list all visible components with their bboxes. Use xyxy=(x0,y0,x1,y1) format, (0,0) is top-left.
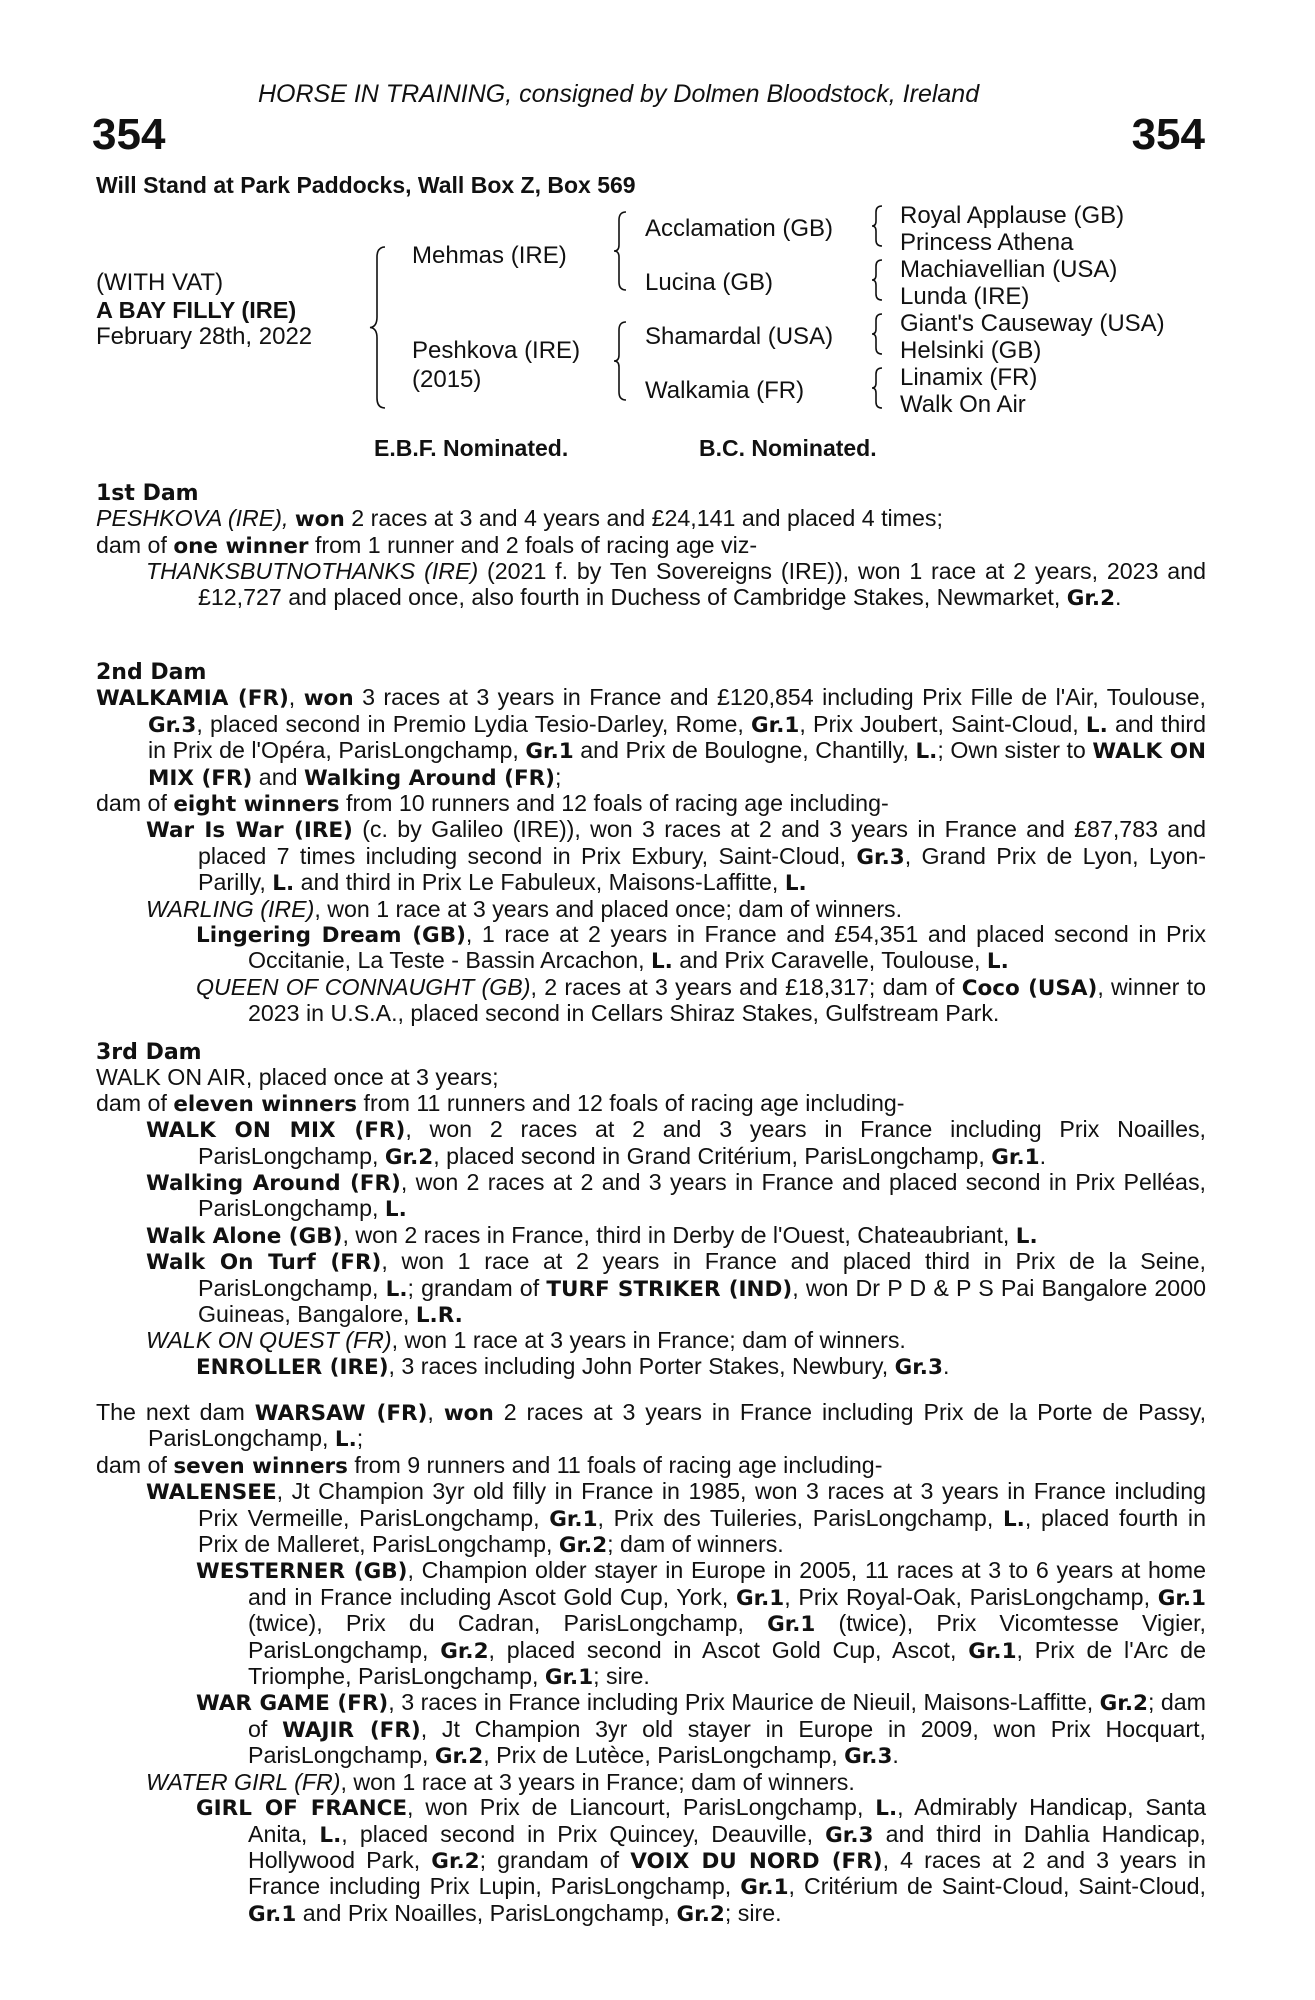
winner-count: eleven winners xyxy=(173,1091,358,1117)
text: from 1 runner and 2 foals of racing age viz- xyxy=(308,531,758,558)
text: , Critérium de Saint-Cloud, Saint-Cloud, xyxy=(788,1873,1206,1900)
text: , Prix des Tuileries, ParisLongchamp, xyxy=(597,1504,1003,1531)
text: . xyxy=(1039,1142,1047,1169)
text: from 10 runners and 12 foals of racing age including- xyxy=(339,790,889,817)
foaling-date: February 28th, 2022 xyxy=(96,323,313,350)
text: , 2 races at 3 years and £18,317; dam of xyxy=(530,973,962,1000)
text: and third in Prix de l'Opéra, ParisLongchamp, xyxy=(148,710,1206,764)
text: and third in Prix Le Fabuleux, Maisons-Laffitte, xyxy=(294,869,785,896)
grade: L. xyxy=(272,871,295,897)
grade: L. xyxy=(1015,1223,1038,1249)
grand-progeny-entry xyxy=(96,1354,1206,1380)
ss-sire: Royal Applause (GB) xyxy=(900,202,1125,229)
progeny-name: War Is War (IRE) xyxy=(146,818,353,844)
grade: Gr.1 xyxy=(991,1144,1040,1170)
text: from 9 runners and 11 foals of racing age including- xyxy=(347,1451,883,1478)
text: , won 2 races at 2 and 3 years in France and placed second in Prix Pelléas, ParisLongchamp, xyxy=(198,1169,1206,1222)
text: , Prix de l'Arc de Triomphe, ParisLongchamp, xyxy=(248,1636,1206,1690)
grade: L.R. xyxy=(415,1303,463,1329)
vat-note: (WITH VAT) xyxy=(96,269,224,296)
sire-dam: Lucina (GB) xyxy=(645,269,774,296)
text: ; dam of winners. xyxy=(607,1531,784,1558)
text: . xyxy=(942,1352,950,1379)
grade: Gr.1 xyxy=(735,1585,785,1611)
progeny-name: Lingering Dream (GB) xyxy=(196,923,466,949)
text: , placed fourth in Prix de Malleret, ParisLongchamp, xyxy=(198,1504,1206,1558)
dam-record: 2 races at 3 and 4 years and £24,141 and placed 4 times; xyxy=(344,505,943,532)
first-dam-section xyxy=(96,481,1206,611)
grade: L. xyxy=(784,871,807,897)
text: , Jt Champion 3yr old stayer in Europe in 2009, won Prix Hocquart, ParisLongchamp, xyxy=(248,1715,1206,1769)
progeny-name: THANKSBUTNOTHANKS (IRE) xyxy=(146,558,479,585)
fourth-dam-section xyxy=(96,1400,1206,1927)
text: , 3 races including John Porter Stakes, Newbury, xyxy=(388,1352,895,1379)
text: , placed second in Premio Lydia Tesio-Darley, Rome, xyxy=(196,710,752,737)
text: ; sire. xyxy=(593,1663,650,1690)
text: , placed second in Grand Critérium, ParisLongchamp, xyxy=(433,1142,992,1169)
grade: Gr.3 xyxy=(856,844,905,870)
text: , winner to 2023 in U.S.A., placed second in Cellars Shiraz Stakes, Gulfstream Park. xyxy=(248,973,1206,1027)
dam: Peshkova (IRE) xyxy=(412,337,581,364)
winner-count: eight winners xyxy=(173,792,340,818)
lot-number-right: 354 xyxy=(1131,110,1205,159)
text: and Prix de Boulogne, Chantilly, xyxy=(573,737,916,764)
winner-count: seven winners xyxy=(173,1453,348,1479)
progeny-entry xyxy=(96,1479,1206,1558)
text: and third in Dahlia Handicap, Hollywood Park, xyxy=(248,1820,1206,1873)
grade: Gr.1 xyxy=(544,1665,594,1691)
text: ; Own sister to xyxy=(937,737,1093,764)
won-label: won xyxy=(303,686,354,712)
text: (twice), Prix du Cadran, ParisLongchamp, xyxy=(248,1610,768,1637)
progeny-entry xyxy=(96,559,1206,611)
progeny-entry xyxy=(96,1170,1206,1223)
pedigree-brace-ss xyxy=(870,204,884,248)
text: ; grandam of xyxy=(479,1846,631,1873)
progeny-name: WALK ON QUEST (FR) xyxy=(146,1327,392,1354)
horse-name: A BAY FILLY (IRE) xyxy=(96,297,297,323)
second-dam-section xyxy=(96,660,1206,1027)
text: , xyxy=(427,1399,444,1425)
grand-progeny-entry xyxy=(96,1558,1206,1690)
dam-name: WALKAMIA (FR) xyxy=(96,686,289,712)
grade: L. xyxy=(385,1276,408,1302)
grade: L. xyxy=(915,739,938,765)
pedigree-brace-dam xyxy=(612,320,628,402)
grade: L. xyxy=(319,1822,342,1848)
text: dam of xyxy=(96,1451,174,1478)
bc-nomination: B.C. Nominated. xyxy=(699,435,877,461)
text: , won Prix de Liancourt, ParisLongchamp, xyxy=(407,1794,876,1821)
grade: Gr.1 xyxy=(248,1901,297,1927)
text: The next dam xyxy=(96,1399,255,1425)
progeny-entry xyxy=(96,1328,1206,1353)
grade: Gr.1 xyxy=(525,739,574,765)
progeny-entry xyxy=(96,1223,1206,1249)
dd-sire: Linamix (FR) xyxy=(900,364,1038,391)
grade: L. xyxy=(1085,712,1108,738)
dam-record: WALK ON AIR, placed once at 3 years; xyxy=(96,1064,499,1091)
text: , Grand Prix de Lyon, Lyon-Parilly, xyxy=(198,842,1207,896)
text: , won 1 race at 3 years and placed once; dam of winners. xyxy=(314,895,903,922)
text: and Prix Noailles, ParisLongchamp, xyxy=(296,1899,677,1926)
text: from 11 runners and 12 foals of racing age including- xyxy=(357,1089,905,1116)
grade: L. xyxy=(650,949,673,975)
grade: L. xyxy=(986,949,1009,975)
text: , Jt Champion 3yr old filly in France in 1985, won 3 races at 3 years in France including Prix Vermeille, ParisLongchamp, xyxy=(198,1478,1206,1531)
progeny-name: VOIX DU NORD (FR) xyxy=(630,1848,883,1874)
text: , Admirably Handicap, Santa Anita, xyxy=(248,1794,1206,1847)
second-dam-heading: 2nd Dam xyxy=(96,660,207,685)
text: , won 2 races in France, third in Derby de l'Ouest, Chateaubriant, xyxy=(342,1221,1016,1248)
text: , Prix de Lutèce, ParisLongchamp, xyxy=(483,1742,845,1769)
grade: Gr.1 xyxy=(740,1875,789,1901)
text: , 3 races in France including Prix Maurice de Nieuil, Maisons-Laffitte, xyxy=(388,1689,1100,1716)
page-title: HORSE IN TRAINING, consigned by Dolmen Bloodstock, Ireland xyxy=(258,80,980,108)
grade: Gr.3 xyxy=(825,1822,874,1848)
third-dam-heading: 3rd Dam xyxy=(96,1040,202,1065)
progeny-name: WAR GAME (FR) xyxy=(196,1691,389,1717)
sire: Mehmas (IRE) xyxy=(412,242,567,269)
grade: Gr.1 xyxy=(549,1506,598,1532)
text: 3 races at 3 years in France and £120,854 including Prix Fille de l'Air, Toulouse, xyxy=(353,684,1206,711)
text: , won 1 race at 2 years in France and placed third in Prix de la Seine, ParisLongchamp, xyxy=(198,1248,1207,1301)
pedigree-brace-sd xyxy=(870,258,884,302)
dam-year: (2015) xyxy=(412,366,482,393)
winner-count: one winner xyxy=(173,533,309,559)
won-label: won xyxy=(443,1401,494,1426)
text: , xyxy=(288,684,304,711)
progeny-name: Coco (USA) xyxy=(961,975,1098,1001)
grand-progeny-entry xyxy=(96,1690,1206,1769)
text: , placed second in Prix Quincey, Deauville, xyxy=(341,1820,826,1847)
grade: L. xyxy=(334,1427,357,1453)
text: dam of xyxy=(96,790,174,817)
grade: Gr.3 xyxy=(894,1354,943,1380)
sibling-name: Walking Around (FR) xyxy=(303,765,556,791)
progeny-entry xyxy=(96,1770,1206,1795)
progeny-name: ENROLLER (IRE) xyxy=(196,1354,389,1380)
text: , won 1 race at 3 years in France; dam of winners. xyxy=(391,1327,906,1354)
text: (c. by Galileo (IRE)), won 3 races at 2 and 3 years in France and £87,783 and placed 7 times including second in Prix Exbury, Saint-Cloud, xyxy=(198,816,1206,869)
text: ; sire. xyxy=(724,1899,782,1926)
lot-number-left: 354 xyxy=(92,110,166,159)
grade: Gr.1 xyxy=(767,1612,816,1638)
dam-sire: Shamardal (USA) xyxy=(645,323,834,350)
ss-dam: Princess Athena xyxy=(900,229,1074,256)
pedigree-brace-main xyxy=(368,245,388,410)
progeny-name: GIRL OF FRANCE xyxy=(196,1796,408,1822)
grade: Gr.1 xyxy=(968,1638,1017,1664)
text: ; dam of xyxy=(248,1689,1206,1742)
text: ; xyxy=(356,1425,364,1452)
pedigree-brace-dd xyxy=(870,366,884,410)
progeny-name: WATER GIRL (FR) xyxy=(146,1768,341,1795)
grade: Gr.2 xyxy=(440,1638,489,1664)
progeny-name: WALK ON MIX (FR) xyxy=(146,1118,406,1144)
grade: Gr.3 xyxy=(844,1744,893,1770)
progeny-name: TURF STRIKER (IND) xyxy=(546,1276,793,1302)
progeny-entry xyxy=(96,1249,1206,1328)
ds-dam: Helsinki (GB) xyxy=(900,337,1042,364)
ds-sire: Giant's Causeway (USA) xyxy=(900,310,1165,337)
pedigree-brace-ds xyxy=(870,312,884,356)
text: (2021 f. by Ten Sovereigns (IRE)), won 1 race at 2 years, 2023 and £12,727 and placed once, also fourth in Duchess of Cambridge Stakes, Newmarket, xyxy=(198,558,1206,610)
grand-progeny-entry xyxy=(96,1795,1206,1927)
dam-name: WARSAW (FR) xyxy=(254,1401,428,1426)
text: . xyxy=(1115,583,1122,610)
text: ; grandam of xyxy=(407,1274,547,1301)
pedigree-brace-sire xyxy=(612,210,628,292)
text: , won 2 races at 2 and 3 years in France including Prix Noailles, ParisLongchamp, xyxy=(198,1116,1206,1169)
text: and Prix Caravelle, Toulouse, xyxy=(672,947,987,974)
grade: Gr.1 xyxy=(751,712,800,738)
text: , 1 race at 2 years in France and £54,351 and placed second in Prix Occitanie, La Teste - Bassin Arcachon, xyxy=(248,921,1206,974)
dam-name: PESHKOVA (IRE), xyxy=(96,505,295,532)
text: , Champion older stayer in Europe in 2005, 11 races at 3 to 6 years at home and in France including Ascot Gold Cup, York, xyxy=(248,1557,1206,1610)
text: , 4 races at 2 and 3 years in France including Prix Lupin, ParisLongchamp, xyxy=(248,1846,1206,1900)
progeny-entry xyxy=(96,817,1206,896)
sire-sire: Acclamation (GB) xyxy=(645,215,834,242)
text: dam of xyxy=(96,531,174,558)
progeny-name: WAJIR (FR) xyxy=(282,1717,421,1743)
grand-progeny-entry xyxy=(96,975,1206,1027)
text: 2 races at 3 years in France including Prix de la Porte de Passy, ParisLongchamp, xyxy=(148,1399,1207,1452)
progeny-entry xyxy=(96,1117,1206,1170)
grade: Gr.2 xyxy=(558,1533,608,1559)
sd-dam: Lunda (IRE) xyxy=(900,283,1030,310)
grade: Gr.2 xyxy=(431,1848,480,1874)
dam-dam: Walkamia (FR) xyxy=(645,377,805,404)
text: , placed second in Ascot Gold Cup, Ascot, xyxy=(488,1636,969,1663)
grade: L. xyxy=(1002,1506,1025,1532)
grand-progeny-entry xyxy=(96,922,1206,975)
progeny-name: WALENSEE xyxy=(146,1480,277,1506)
sd-sire: Machiavellian (USA) xyxy=(900,256,1118,283)
progeny-name: WESTERNER (GB) xyxy=(196,1559,408,1585)
won-label: won xyxy=(294,507,345,533)
text: , Prix Joubert, Saint-Cloud, xyxy=(799,710,1086,737)
text: , won 1 race at 3 years in France; dam of winners. xyxy=(340,1768,855,1795)
grade: Gr.1 xyxy=(1157,1585,1206,1611)
third-dam-section xyxy=(96,1040,1206,1380)
progeny-name: WARLING (IRE) xyxy=(146,895,315,922)
progeny-entry xyxy=(96,897,1206,922)
progeny-name: Walking Around (FR) xyxy=(146,1171,401,1197)
grade: Gr.3 xyxy=(148,712,197,738)
progeny-name: Walk On Turf (FR) xyxy=(146,1250,382,1276)
text: , won Dr P D & P S Pai Bangalore 2000 Guineas, Bangalore, xyxy=(198,1274,1206,1328)
grade: Gr.2 xyxy=(676,1901,725,1927)
grade: Gr.2 xyxy=(434,1744,484,1770)
grade: Gr.2 xyxy=(384,1144,434,1170)
dd-dam: Walk On Air xyxy=(900,391,1026,418)
progeny-name: Walk Alone (GB) xyxy=(146,1223,343,1249)
text: dam of xyxy=(96,1089,174,1116)
text: . xyxy=(892,1742,899,1769)
grade: L. xyxy=(875,1796,898,1822)
grade: L. xyxy=(384,1197,407,1223)
sibling-name: WALK ON MIX (FR) xyxy=(148,739,1206,791)
text: ; xyxy=(555,763,562,790)
progeny-name: QUEEN OF CONNAUGHT (GB) xyxy=(196,973,531,1000)
grade: Gr.2 xyxy=(1099,1691,1148,1717)
first-dam-heading: 1st Dam xyxy=(96,481,199,506)
stand-location: Will Stand at Park Paddocks, Wall Box Z, Box 569 xyxy=(96,172,636,198)
grade: Gr.2 xyxy=(1066,585,1116,611)
text: , Prix Royal-Oak, ParisLongchamp, xyxy=(784,1583,1158,1610)
ebf-nomination: E.B.F. Nominated. xyxy=(374,435,569,461)
text: and xyxy=(252,763,304,790)
text: (twice), Prix Vicomtesse Vigier, ParisLongchamp, xyxy=(248,1610,1207,1663)
